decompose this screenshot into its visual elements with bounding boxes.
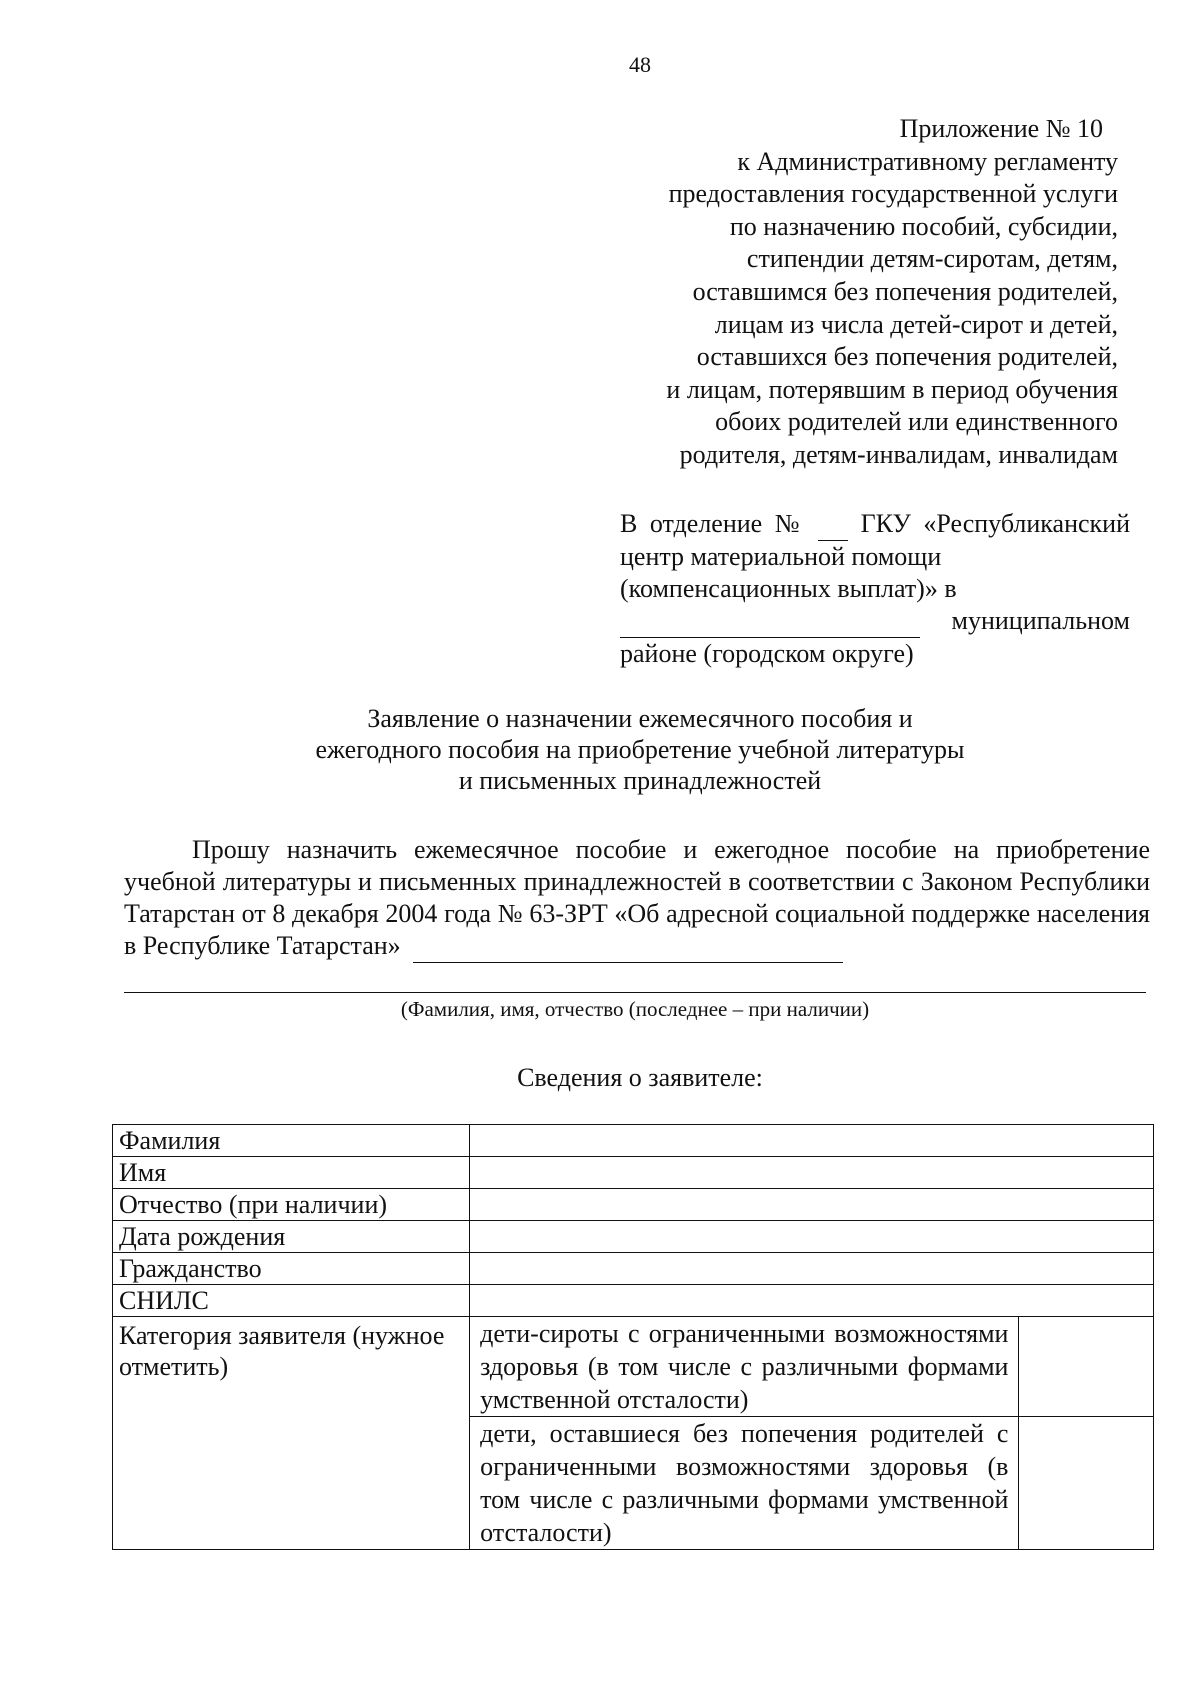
department-prefix: В отделение № bbox=[620, 509, 806, 538]
municipality-suffix: муниципальном bbox=[951, 606, 1130, 635]
fio-caption: (Фамилия, имя, отчество (последнее – при наличии) bbox=[400, 997, 870, 1021]
value-cell[interactable] bbox=[470, 1221, 1154, 1253]
category-option: дети-сироты с ограниченными возможностями здоровья (в том числе с различными формами умственной отсталости) bbox=[470, 1317, 1019, 1417]
appendix-line: по назначению пособий, субсидии, bbox=[729, 211, 1118, 241]
appendix-line: обоих родителей или единственного bbox=[715, 407, 1118, 437]
request-text: Прошу назначить ежемесячное пособие и ежегодное пособие на приобретение учебной литературы и письменных принадлежностей в соответствии с Законом Республики Татарстан от 8 декабря 2004 года № 63-ЗРТ «Об адресной социальной поддержке населения в Республике Татарстан» bbox=[124, 835, 1150, 960]
department-suffix: ГКУ «Республиканский bbox=[860, 509, 1130, 538]
value-cell[interactable] bbox=[470, 1285, 1154, 1317]
table-row bbox=[113, 1125, 1154, 1157]
appendix-line: оставшимся без попечения родителей, bbox=[692, 276, 1118, 306]
appendix-line: предоставления государственной услуги bbox=[668, 179, 1118, 209]
row-label: СНИЛС bbox=[113, 1285, 470, 1317]
value-cell[interactable] bbox=[470, 1157, 1154, 1189]
row-label: Фамилия bbox=[113, 1125, 470, 1157]
recipient-line bbox=[620, 605, 1130, 638]
title-line: Заявление о назначении ежемесячного пособия и bbox=[367, 704, 913, 733]
value-cell[interactable] bbox=[470, 1253, 1154, 1285]
row-label: Дата рождения bbox=[113, 1221, 470, 1253]
appendix-line: и лицам, потерявшим в период обучения bbox=[666, 374, 1118, 404]
value-cell[interactable] bbox=[470, 1125, 1154, 1157]
table-row bbox=[113, 1253, 1154, 1285]
recipient-line: районе (городском округе) bbox=[620, 639, 914, 668]
appendix-line: оставшихся без попечения родителей, bbox=[696, 342, 1118, 372]
category-label: Категория заявителя (нужное отметить) bbox=[119, 1321, 445, 1381]
category-option: дети, оставшиеся без попечения родителей с ограниченными возможностями здоровья (в том числе с различными формами умственной отсталости) bbox=[470, 1417, 1019, 1550]
table-row bbox=[113, 1285, 1154, 1317]
recipient-line bbox=[620, 508, 1130, 541]
applicant-name-line[interactable] bbox=[124, 992, 1146, 993]
category-label-cell bbox=[113, 1317, 470, 1550]
applicant-info-table bbox=[112, 1124, 1154, 1550]
value-cell[interactable] bbox=[470, 1189, 1154, 1221]
page-number: 48 bbox=[629, 52, 651, 77]
row-label: Гражданство bbox=[113, 1253, 470, 1285]
appendix-line: лицам из числа детей-сирот и детей, bbox=[714, 309, 1118, 339]
appendix-line: родителя, детям-инвалидам, инвалидам bbox=[679, 439, 1118, 469]
row-label: Имя bbox=[113, 1157, 470, 1189]
department-number-field[interactable] bbox=[818, 508, 848, 541]
appendix-line: стипендии детям-сиротам, детям, bbox=[746, 244, 1118, 274]
category-checkbox[interactable] bbox=[1019, 1317, 1154, 1417]
recipient-block bbox=[620, 508, 1130, 670]
table-row bbox=[113, 1157, 1154, 1189]
municipality-field[interactable] bbox=[620, 605, 920, 638]
row-label: Отчество (при наличии) bbox=[113, 1189, 470, 1221]
recipient-line: (компенсационных выплат)» в bbox=[620, 574, 957, 603]
category-checkbox[interactable] bbox=[1019, 1417, 1154, 1550]
applicant-name-field[interactable] bbox=[413, 930, 843, 963]
appendix-line: к Административному регламенту bbox=[737, 146, 1118, 176]
appendix-header bbox=[558, 113, 1118, 472]
table-row bbox=[113, 1189, 1154, 1221]
request-paragraph bbox=[124, 834, 1150, 963]
recipient-line: центр материальной помощи bbox=[620, 542, 942, 571]
table-row bbox=[113, 1317, 1154, 1417]
title-line: и письменных принадлежностей bbox=[458, 766, 822, 795]
table-row bbox=[113, 1221, 1154, 1253]
title-line: ежегодного пособия на приобретение учебной литературы bbox=[315, 735, 965, 764]
appendix-line: Приложение № 10 bbox=[899, 114, 1103, 143]
section-title: Сведения о заявителе: bbox=[517, 1063, 763, 1092]
application-title bbox=[220, 703, 1060, 796]
